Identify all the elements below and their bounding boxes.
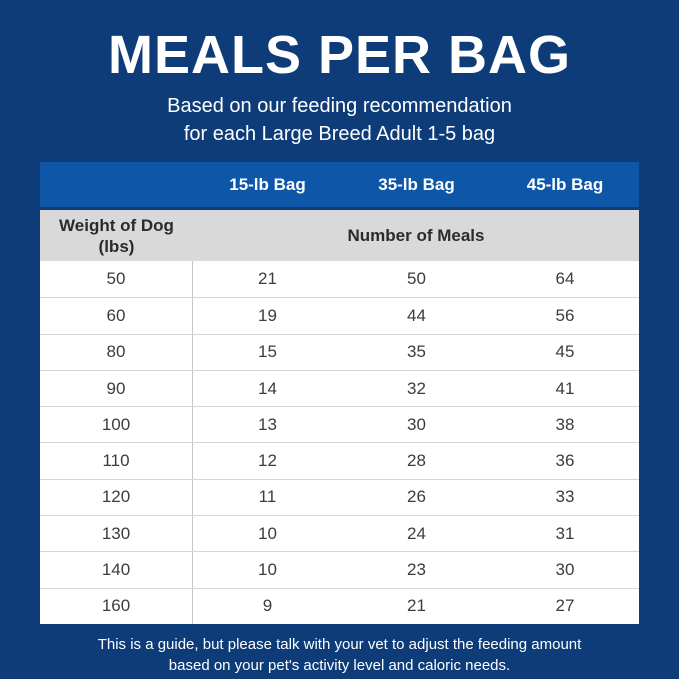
table-row <box>40 442 639 478</box>
table-row <box>40 297 639 333</box>
meals-cell: 45 <box>555 342 575 362</box>
weight-cell: 60 <box>40 298 193 333</box>
table-row <box>40 588 639 624</box>
meals-cell: 10 <box>258 523 277 543</box>
weight-cell: 80 <box>40 335 193 370</box>
meals-cell: 15 <box>258 342 277 362</box>
column-header-15lb: 15-lb Bag <box>229 174 306 194</box>
meals-cell: 11 <box>258 487 277 507</box>
weight-of-dog-header <box>40 215 193 257</box>
meals-cell: 21 <box>407 596 426 616</box>
bag-size-header-row <box>40 162 639 207</box>
footer-line-1: This is a guide, but please talk with your vet to adjust the feeding amount <box>97 635 582 653</box>
page-subtitle <box>0 92 679 148</box>
meals-cell: 35 <box>407 342 426 362</box>
table-row <box>40 551 639 587</box>
header-section <box>0 0 679 148</box>
meals-cell: 19 <box>258 305 277 325</box>
meals-cell: 28 <box>407 451 426 471</box>
meals-cell: 56 <box>555 305 575 325</box>
meals-cell: 31 <box>555 523 575 543</box>
footer-note <box>0 634 679 676</box>
subtitle-line-2: for each Large Breed Adult 1-5 bag <box>183 123 496 145</box>
meals-cell: 64 <box>555 269 575 289</box>
column-header-45lb: 45-lb Bag <box>526 174 604 194</box>
meals-cell: 14 <box>258 378 277 398</box>
feeding-table <box>40 162 639 624</box>
number-of-meals-header: Number of Meals <box>347 226 485 245</box>
meals-cell: 9 <box>262 596 273 616</box>
meals-cell: 21 <box>258 269 277 289</box>
sub-header-row <box>40 210 639 261</box>
meals-cell: 33 <box>555 487 575 507</box>
table-row <box>40 479 639 515</box>
meals-cell: 32 <box>407 378 426 398</box>
weight-cell: 90 <box>40 371 193 406</box>
meals-cell: 13 <box>258 414 277 434</box>
weight-cell: 50 <box>40 261 193 297</box>
weight-header-line-1: Weight of Dog <box>59 215 174 235</box>
page-title: MEALS PER BAG <box>107 25 572 85</box>
weight-cell: 130 <box>40 516 193 551</box>
meals-cell: 36 <box>555 451 575 471</box>
subtitle-line-1: Based on our feeding recommendation <box>167 95 512 117</box>
weight-cell: 120 <box>40 480 193 515</box>
table-row <box>40 261 639 297</box>
meals-cell: 27 <box>555 596 575 616</box>
table-row <box>40 370 639 406</box>
meals-cell: 23 <box>407 560 426 580</box>
meals-cell: 12 <box>258 451 277 471</box>
weight-cell: 160 <box>40 589 193 624</box>
table-row <box>40 334 639 370</box>
meals-cell: 30 <box>407 414 426 434</box>
meals-cell: 10 <box>258 560 277 580</box>
weight-header-line-2: (lbs) <box>98 236 135 256</box>
footer-line-2: based on your pet's activity level and caloric needs. <box>168 656 511 674</box>
table-row <box>40 515 639 551</box>
table-body <box>40 261 639 624</box>
meals-cell: 44 <box>407 305 426 325</box>
table-row <box>40 406 639 442</box>
meals-cell: 26 <box>407 487 426 507</box>
meals-cell: 30 <box>555 560 575 580</box>
column-header-35lb: 35-lb Bag <box>378 174 455 194</box>
weight-cell: 140 <box>40 552 193 587</box>
meals-cell: 38 <box>555 414 575 434</box>
weight-cell: 110 <box>40 443 193 478</box>
meals-cell: 24 <box>407 523 426 543</box>
weight-cell: 100 <box>40 407 193 442</box>
meals-cell: 50 <box>407 269 426 289</box>
meals-cell: 41 <box>555 378 575 398</box>
